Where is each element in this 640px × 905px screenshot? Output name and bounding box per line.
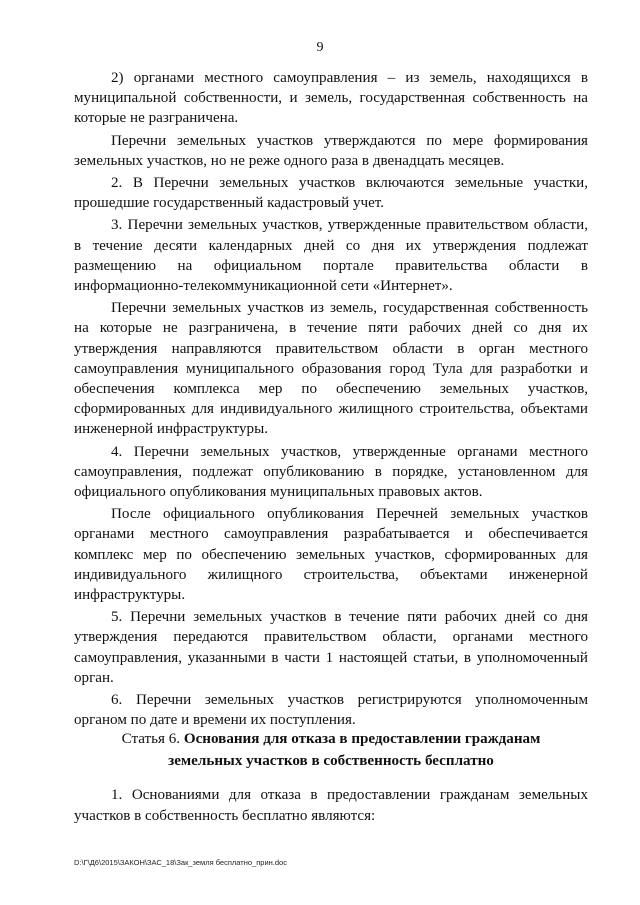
paragraph-0: 2) органами местного самоуправления – из земель, находящихся в муниципальной собственности, и земель, государственная собственность на которые не разграничена. bbox=[74, 70, 588, 127]
paragraph-4: Перечни земельных участков из земель, государственная собственность на которые не разграничена, в течение пяти рабочих дней со дня их утверждения направляются правительством области в орган местного самоуправления муниципального образования город Тула для разработки и обеспечения комплекса мер по обеспечению земельных участков, сформированных для индивидуального жилищного строительства, объектами инженерной инфраструктуры. bbox=[74, 300, 588, 438]
paragraph-8: 6. Перечни земельных участков регистрируются уполномоченным органом по дате и времени их поступления. bbox=[74, 692, 588, 729]
paragraph-2: 2. В Перечни земельных участков включаются земельные участки, прошедшие государственный кадастровый учет. bbox=[74, 175, 588, 212]
paragraph-5: 4. Перечни земельных участков, утвержденные органами местного самоуправления, подлежат опубликованию в порядке, установленном для официального опубликования муниципальных правовых актов. bbox=[74, 443, 588, 501]
file-path-footer: D:\Г\Д6\2015\ЗАКОН\ЗАС_18\Зак_земля бесплатно_прин.doc bbox=[74, 858, 287, 867]
clause-1: 1. Основаниями для отказа в предоставлении гражданам земельных участков в собственность бесплатно являются: bbox=[74, 787, 588, 824]
document-body bbox=[74, 68, 588, 731]
paragraph-7: 5. Перечни земельных участков в течение пяти рабочих дней со дня утверждения передаются правительством области, органами местного самоуправления, указанными в части 1 настоящей статьи, в уполномоченный орган. bbox=[74, 609, 588, 686]
article-title-line-2: земельных участков в собственность бесплатно bbox=[168, 753, 494, 769]
article-title-line-1: Основания для отказа в предоставлении гражданам bbox=[183, 731, 541, 747]
paragraph-6: После официального опубликования Перечней земельных участков органами местного самоуправления разрабатывается и обеспечивается комплекс мер по обеспечению земельных участков, сформированных для индивидуального жилищного строительства, объектами инженерной инфраструктуры. bbox=[74, 506, 588, 604]
article-prefix: Статья 6. bbox=[121, 731, 181, 747]
paragraph-1: Перечни земельных участков утверждаются по мере формирования земельных участков, но не реже одного раза в двенадцать месяцев. bbox=[74, 132, 588, 169]
clause-block bbox=[74, 785, 588, 826]
page-number: 9 bbox=[316, 40, 324, 55]
article-heading bbox=[74, 728, 588, 772]
paragraph-3: 3. Перечни земельных участков, утвержденные правительством области, в течение десяти календарных дней со дня их утверждения подлежат размещению на официальном портале правительства области в информационно-телекоммуникационной сети «Интернет». bbox=[74, 217, 588, 295]
article-heading-line-1 bbox=[74, 728, 588, 750]
